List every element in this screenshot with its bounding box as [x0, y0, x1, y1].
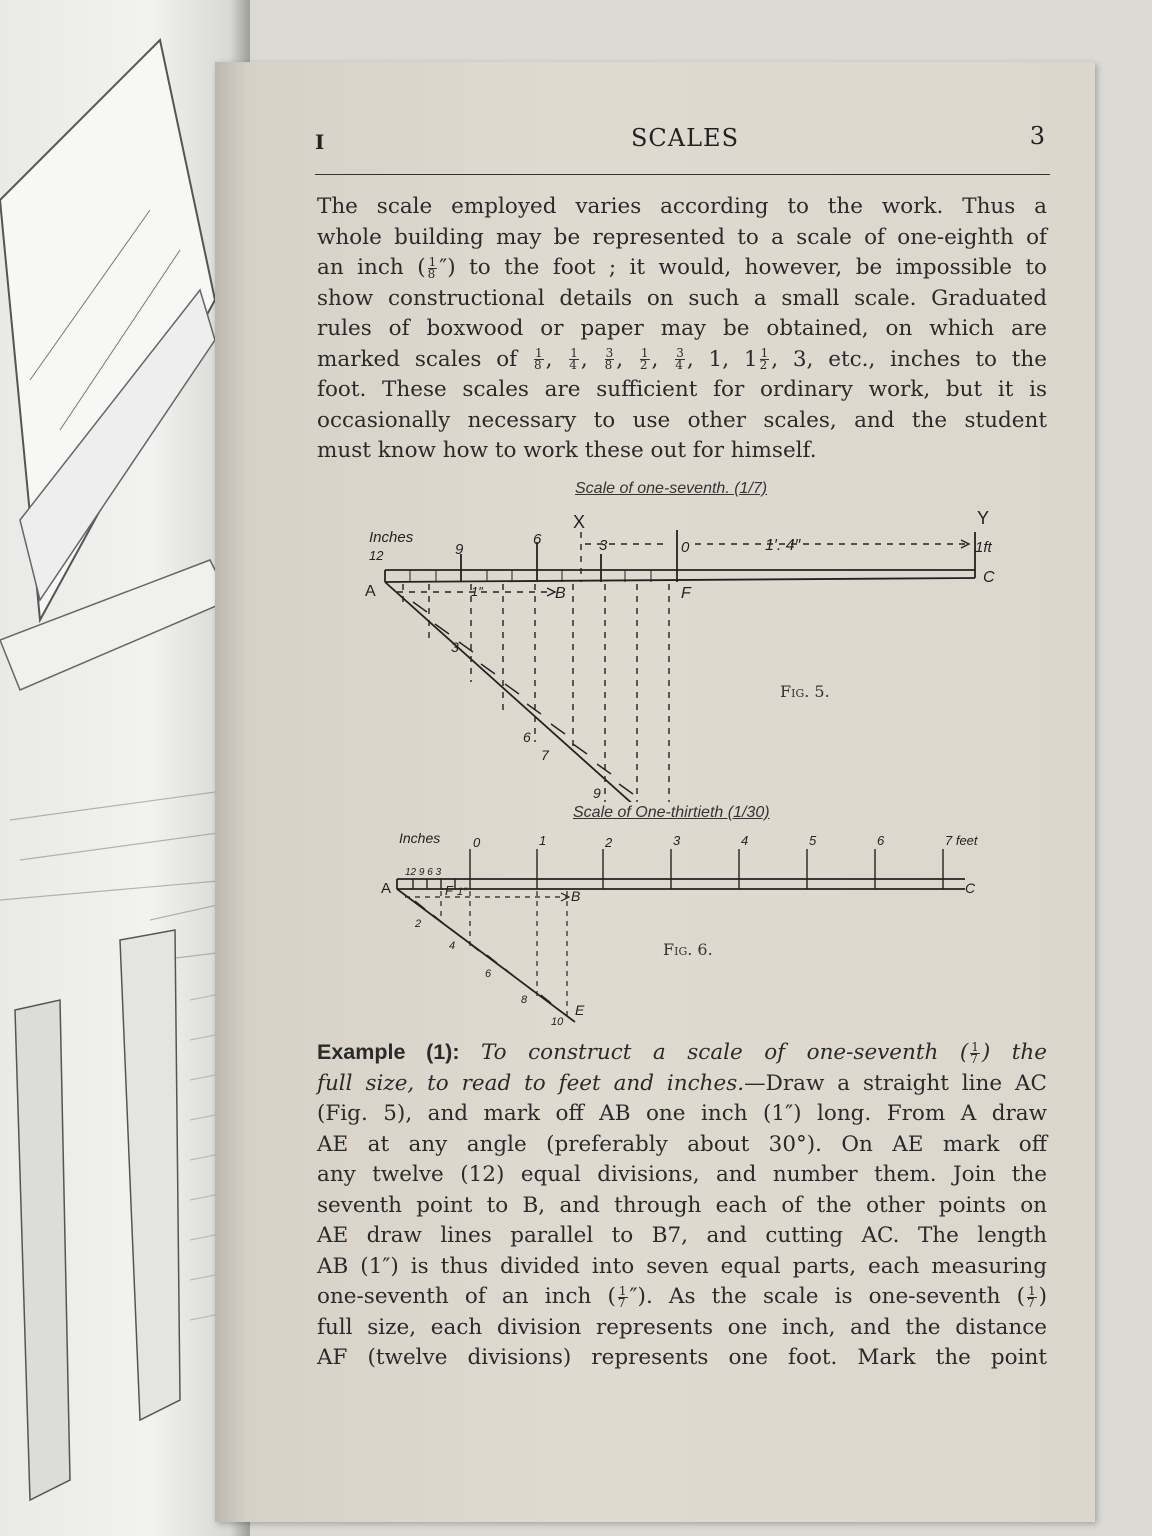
- svg-text:B: B: [571, 888, 581, 904]
- text-line: (Fig. 5), and mark off AB one inch (1″) long. From A draw: [317, 1101, 1047, 1126]
- text-line: full size, each division represents one inch, and the distance: [317, 1314, 1047, 1340]
- fig6-diagram: [375, 827, 1015, 1027]
- page-number: 3: [1029, 122, 1045, 150]
- fraction-one-eighth: $\frac{1}{8}$: [427, 254, 437, 281]
- svg-text:F: F: [681, 585, 691, 602]
- svg-text:1: 1: [539, 833, 547, 848]
- fig5-caption: Fig. 5.: [780, 682, 830, 701]
- svg-text:12: 12: [369, 548, 384, 563]
- text-line: seventh point to B, and through each of the other points on: [317, 1192, 1047, 1218]
- svg-text:C: C: [965, 880, 976, 896]
- intro-paragraph: [317, 192, 1047, 467]
- fig6-caption: Fig. 6.: [663, 940, 713, 959]
- svg-text:1″: 1″: [457, 886, 468, 898]
- svg-text:6: 6: [523, 729, 531, 745]
- svg-text:3: 3: [599, 537, 608, 554]
- svg-text:2: 2: [415, 918, 422, 930]
- svg-text:3: 3: [673, 833, 681, 848]
- svg-text:1ft: 1ft: [975, 539, 992, 556]
- facing-page-illustrations: [0, 0, 250, 1536]
- svg-text:B: B: [555, 585, 566, 602]
- text-line: AE at any angle (preferably about 30°). On AE mark off: [317, 1131, 1047, 1157]
- book-page: [215, 62, 1095, 1522]
- page-title: SCALES: [630, 124, 740, 152]
- example-label: Example (1):: [317, 1040, 460, 1064]
- svg-text:10: 10: [551, 1016, 564, 1027]
- text-line: whole building may be represented to a scale of one-eighth of: [317, 224, 1047, 250]
- fig5-label-inches: Inches: [369, 529, 414, 546]
- text-line: an inch ( $\frac{1}{8}$ ″) to the foot ; it would, however, be impossible to: [317, 254, 1047, 281]
- svg-text:7 feet: 7 feet: [945, 833, 978, 848]
- svg-text:C: C: [983, 569, 995, 586]
- svg-text:12 9 6 3: 12 9 6 3: [405, 867, 442, 878]
- text-line: foot. These scales are sufficient for ordinary work, but it is: [317, 377, 1047, 402]
- fig5-title: Scale of one-seventh. (1/7): [575, 480, 768, 497]
- svg-text:6: 6: [533, 531, 542, 548]
- svg-text:Inches: Inches: [399, 830, 441, 846]
- svg-text:4: 4: [449, 940, 456, 952]
- text-line: The scale employed varies according to the work. Thus a: [317, 194, 1047, 219]
- text-line: must know how to work these out for himself.: [317, 438, 817, 463]
- fig5-diagram: [355, 502, 1015, 802]
- svg-text:8: 8: [521, 994, 528, 1006]
- text-line: rules of boxwood or paper may be obtained, on which are: [317, 316, 1047, 341]
- facing-page: [0, 0, 250, 1536]
- text-line: any twelve (12) equal divisions, and number them. Join the: [317, 1162, 1047, 1187]
- text-line: full size, to read to feet and inches.—Draw a straight line AC: [317, 1070, 1047, 1096]
- fig6-title: Scale of One-thirtieth (1/30): [573, 804, 770, 821]
- svg-text:5: 5: [809, 833, 817, 848]
- text-line: one-seventh of an inch ( $\frac{1}{7}$ ″). As the scale is one-seventh ( $\frac{1}{7}$ ): [317, 1283, 1047, 1310]
- svg-text:A: A: [365, 583, 376, 600]
- svg-text:Y: Y: [977, 508, 990, 528]
- svg-text:E: E: [575, 1002, 585, 1018]
- section-number: I: [315, 130, 325, 154]
- svg-text:2: 2: [605, 835, 613, 850]
- svg-text:0: 0: [473, 835, 481, 850]
- svg-text:0: 0: [681, 539, 690, 556]
- svg-text:4: 4: [741, 833, 749, 848]
- text-line: marked scales of $\frac{1}{8}$ , $\frac{1}{4}$ , $\frac{3}{8}$ , $\frac{1}{2}$ , $\frac{3}{4}$ , 1, 1 $\frac{1}{2}$ , 3, etc., inches to the: [317, 346, 1047, 372]
- text-line: Example (1): To construct a scale of one-seventh ( $\frac{1}{7}$ ) the: [317, 1039, 1048, 1066]
- svg-text:7: 7: [541, 747, 549, 763]
- text-line: AE draw lines parallel to B7, and cutting AC. The length: [317, 1223, 1047, 1248]
- svg-text:X: X: [573, 512, 586, 532]
- text-line: occasionally necessary to use other scales, and the student: [317, 407, 1047, 433]
- svg-text:9: 9: [455, 541, 464, 558]
- text-line: show constructional details on such a small scale. Graduated: [317, 285, 1047, 311]
- svg-text:1′. 4″: 1′. 4″: [765, 537, 801, 554]
- svg-text:6: 6: [877, 833, 885, 848]
- svg-text:A: A: [381, 880, 392, 897]
- svg-text:6: 6: [485, 968, 492, 980]
- header-rule: [315, 174, 1050, 175]
- text-line: AF (twelve divisions) represents one foot. Mark the point: [317, 1345, 1047, 1370]
- svg-text:1″: 1″: [471, 584, 483, 599]
- svg-text:9: 9: [593, 785, 601, 801]
- svg-text:3: 3: [451, 639, 459, 655]
- text-line: AB (1″) is thus divided into seven equal parts, each measuring: [317, 1253, 1047, 1279]
- running-header: [315, 122, 1055, 162]
- svg-text:F: F: [445, 883, 453, 898]
- example-paragraph: [317, 1037, 1047, 1374]
